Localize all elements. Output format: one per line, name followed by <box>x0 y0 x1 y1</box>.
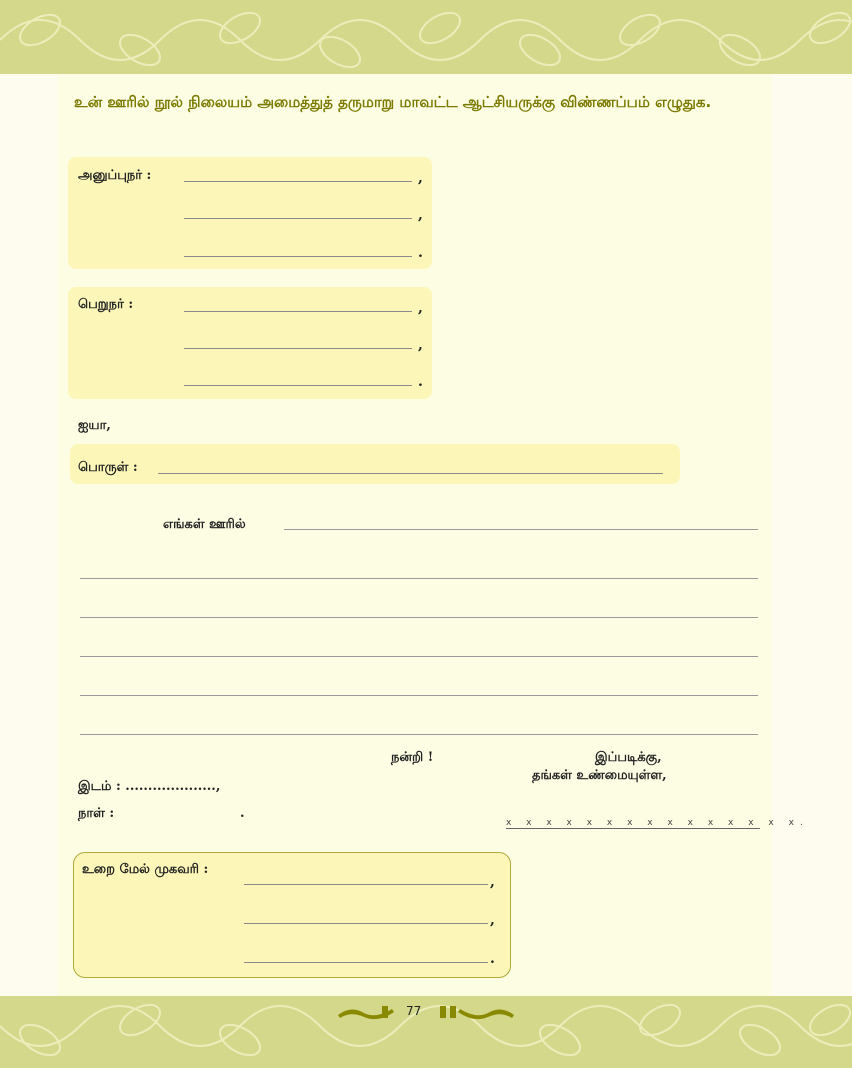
body-line-4[interactable] <box>80 656 758 657</box>
sender-line-3[interactable] <box>184 256 412 257</box>
body-line-3[interactable] <box>80 617 758 618</box>
body-line-1[interactable] <box>284 529 758 530</box>
envelope-label: உறை மேல் முகவரி : <box>82 862 209 877</box>
salutation: ஐயா, <box>78 418 111 433</box>
subject-box <box>70 444 680 484</box>
date-mark: . <box>240 806 245 821</box>
subject-line[interactable] <box>158 473 663 474</box>
leaf-pattern-icon <box>0 0 852 74</box>
closing-line-1: இப்படிக்கு, <box>595 750 662 765</box>
envelope-line-1[interactable] <box>244 884 488 885</box>
header-decorative-band <box>0 0 852 74</box>
body-line-5[interactable] <box>80 695 758 696</box>
sender-mark-1: , <box>418 170 423 186</box>
sender-line-2[interactable] <box>184 218 412 219</box>
receiver-mark-1: , <box>418 300 423 316</box>
envelope-mark-3: . <box>490 951 495 967</box>
signature-line: x x x x x x x x x x x x x x x. <box>506 818 809 828</box>
sender-label: அனுப்புநர் : <box>78 168 152 183</box>
exercise-title: உன் ஊரில் நூல் நிலையம் அமைத்துத் தருமாறு மாவட்ட ஆட்சியருக்கு விண்ணப்பம் எழுதுக. <box>74 93 712 111</box>
receiver-mark-2: , <box>418 337 423 353</box>
place-field: இடம் : ...................., <box>78 779 221 794</box>
sender-mark-3: . <box>418 245 423 261</box>
receiver-mark-3: . <box>418 374 423 390</box>
closing-line-2: தங்கள் உண்மையுள்ள, <box>532 768 667 783</box>
receiver-line-2[interactable] <box>184 348 412 349</box>
receiver-line-3[interactable] <box>184 385 412 386</box>
subject-label: பொருள் : <box>78 460 138 475</box>
sender-line-1[interactable] <box>184 181 412 182</box>
receiver-line-1[interactable] <box>184 311 412 312</box>
page-ornament-icon <box>336 1003 516 1021</box>
envelope-line-3[interactable] <box>244 962 488 963</box>
body-line-2[interactable] <box>80 578 758 579</box>
page-number: 77 <box>406 1004 422 1018</box>
body-line-6[interactable] <box>80 734 758 735</box>
thanks-text: நன்றி ! <box>391 750 434 765</box>
envelope-mark-1: , <box>490 874 495 890</box>
receiver-label: பெறுநர் : <box>78 297 134 312</box>
envelope-mark-2: , <box>490 912 495 928</box>
body-opening-text: எங்கள் ஊரில் <box>163 517 246 532</box>
date-label: நாள் : <box>78 806 115 821</box>
envelope-line-2[interactable] <box>244 923 488 924</box>
sender-mark-2: , <box>418 207 423 223</box>
